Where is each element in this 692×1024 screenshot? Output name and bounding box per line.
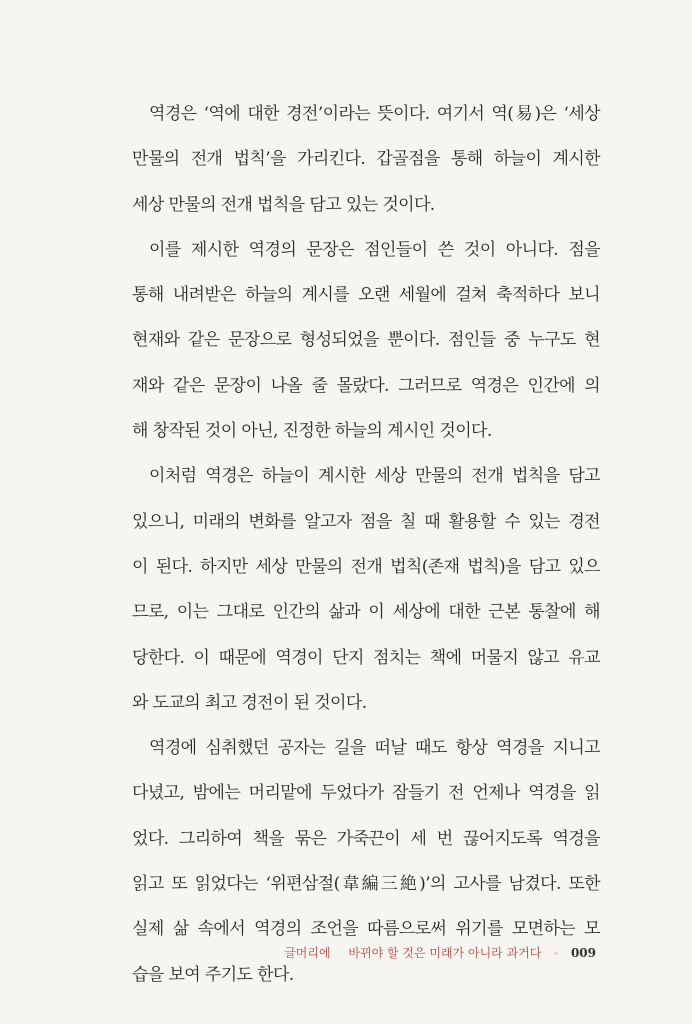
text-line: 역경은 ‘역에 대한 경전’이라는 뜻이다. 여기서 역(易)은 ‘세상 [149,104,600,124]
text-line: 읽고 또 읽었다는 ‘위편삼절(韋編三絶)’의 고사를 남겼다. 또한 [132,874,600,895]
text-line: 역경에 심취했던 공자는 길을 떠날 때도 항상 역경을 지니고 [149,738,600,759]
text-line: 이 된다. 하지만 세상 만물의 전개 법칙(존재 법칙)을 담고 있으 [132,556,600,577]
text-line: 실제 삶 속에서 역경의 조언을 따름으로써 위기를 모면하는 모 [132,919,600,940]
text-line: 당한다. 이 때문에 역경이 단지 점치는 책에 머물지 않고 유교 [132,647,600,668]
footer-section-label: 글머리에 [284,946,331,960]
footer-separator: ◦ [553,949,560,960]
text-line: 습을 보여 주기도 한다. [132,964,294,985]
text-line: 다녔고, 밤에는 머리맡에 두었다가 잠들기 전 언제나 역경을 읽 [132,783,600,804]
text-line: 었다. 그리하여 책을 묶은 가죽끈이 세 번 끊어지도록 역경을 [132,828,600,849]
text-line: 와 도교의 최고 경전이 된 것이다. [132,692,367,713]
running-footer [284,943,596,965]
body-text [132,92,600,998]
text-line: 이를 제시한 역경의 문장은 점인들이 쓴 것이 아니다. 점을 [149,239,600,260]
footer-book-title: 바뀌야 할 것은 미래가 아니라 과거다 [348,946,542,960]
text-line: 재와 같은 문장이 나올 줄 몰랐다. 그러므로 역경은 인간에 의 [132,375,600,396]
text-line: 이처럼 역경은 하늘이 계시한 세상 만물의 전개 법칙을 담고 [149,466,600,487]
text-line: 통해 내려받은 하늘의 계시를 오랜 세월에 걸쳐 축적하다 보니 [132,285,600,306]
page-number: 009 [570,946,596,960]
text-line: 해 창작된 것이 아닌, 진정한 하늘의 계시인 것이다. [132,421,492,442]
text-line: 므로, 이는 그대로 인간의 삶과 이 세상에 대한 근본 통찰에 해 [132,602,600,623]
text-line: 세상 만물의 전개 법칙을 담고 있는 것이다. [132,194,435,215]
text-line: 현재와 같은 문장으로 형성되었을 뿐이다. 점인들 중 누구도 현 [132,330,600,351]
text-line: 만물의 전개 법칙’을 가리킨다. 갑골점을 통해 하늘이 계시한 [132,149,600,170]
text-line: 있으니, 미래의 변화를 알고자 점을 칠 때 활용할 수 있는 경전 [132,511,600,532]
